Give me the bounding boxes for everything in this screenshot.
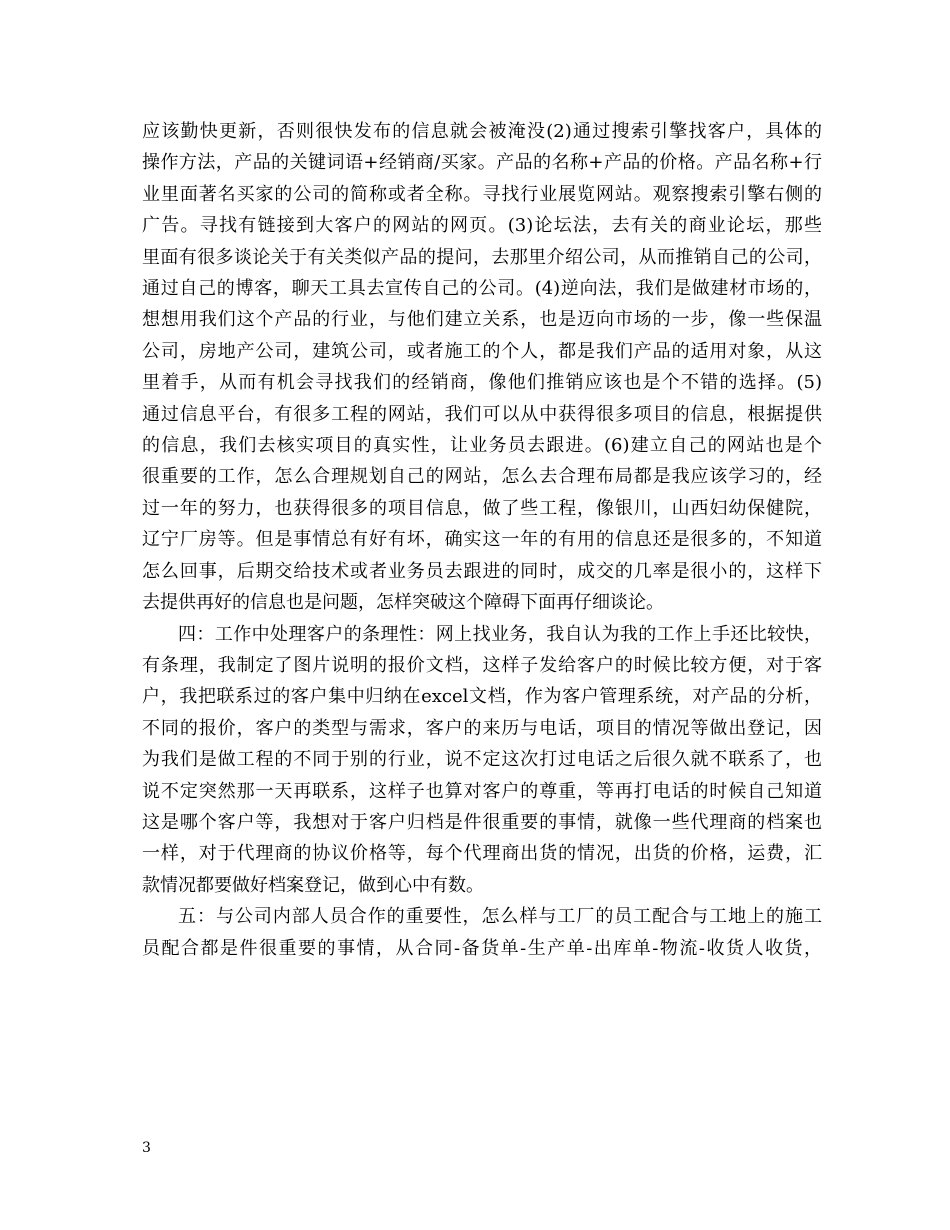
text-line: 很重要的工作，怎么合理规划自己的网站，怎么去合理布局都是我应该学习的，经 <box>142 466 822 488</box>
text-line: 的信息，我们去核实项目的真实性，让业务员去跟进。(6)建立自己的网站也是个 <box>142 435 822 457</box>
text-line: 不同的报价，客户的类型与需求，客户的来历与电话，项目的情况等做出登记，因 <box>142 717 822 739</box>
text-line: 辽宁厂房等。但是事情总有好有坏，确实这一年的有用的信息还是很多的，不知道 <box>142 529 822 551</box>
text-line: 去提供再好的信息也是问题，怎样突破这个障碍下面再仔细谈论。 <box>142 592 664 614</box>
text-line: 通过信息平台，有很多工程的网站，我们可以从中获得很多项目的信息，根据提供 <box>142 403 822 425</box>
paragraph-methods <box>142 116 822 619</box>
text-line: 这是哪个客户等，我想对于客户归档是件很重要的事情，就像一些代理商的档案也 <box>142 811 822 833</box>
text-line: 广告。寻找有链接到大客户的网站的网页。(3)论坛法，去有关的商业论坛，那些 <box>142 215 822 237</box>
text-line: 想想用我们这个产品的行业，与他们建立关系，也是迈向市场的一步，像一些保温 <box>142 309 822 331</box>
text-line: 业里面著名买家的公司的简称或者全称。寻找行业展览网站。观察搜索引擎右侧的 <box>142 183 822 205</box>
text-line: 里着手，从而有机会寻找我们的经销商，像他们推销应该也是个不错的选择。(5) <box>142 372 822 394</box>
text-line: 员配合都是件很重要的事情，从合同-备货单-生产单-出库单-物流-收货人收货， <box>142 937 822 959</box>
paragraph-section-four <box>142 619 822 902</box>
text-line: 里面有很多谈论关于有关类似产品的提问，去那里介绍公司，从而推销自己的公司， <box>142 246 822 268</box>
text-line: 款情况都要做好档案登记，做到心中有数。 <box>142 874 484 896</box>
text-line: 为我们是做工程的不同于别的行业，说不定这次打过电话之后很久就不联系了，也 <box>142 749 822 771</box>
body-text <box>142 116 822 964</box>
text-line: 应该勤快更新，否则很快发布的信息就会被淹没(2)通过搜索引擎找客户，具体的 <box>142 121 822 142</box>
text-line: 操作方法，产品的关键词语+经销商/买家。产品的名称+产品的价格。产品名称+行 <box>142 152 822 174</box>
text-line: 四：工作中处理客户的条理性：网上找业务，我自认为我的工作上手还比较快， <box>178 623 822 645</box>
paragraph-section-five <box>142 901 822 964</box>
text-line: 说不定突然那一天再联系，这样子也算对客户的尊重，等再打电话的时候自己知道 <box>142 780 822 802</box>
text-line: 过一年的努力，也获得很多的项目信息，做了些工程，像银川，山西妇幼保健院， <box>142 497 822 519</box>
text-line: 怎么回事，后期交给技术或者业务员去跟进的同时，成交的几率是很小的，这样下 <box>142 560 822 582</box>
text-line: 五：与公司内部人员合作的重要性，怎么样与工厂的员工配合与工地上的施工 <box>178 906 822 928</box>
text-line: 公司，房地产公司，建筑公司，或者施工的个人，都是我们产品的适用对象，从这 <box>142 340 822 362</box>
page-number: 3 <box>142 1140 151 1156</box>
text-line: 户，我把联系过的客户集中归纳在excel文档，作为客户管理系统，对产品的分析， <box>142 686 822 708</box>
text-line: 通过自己的博客，聊天工具去宣传自己的公司。(4)逆向法，我们是做建材市场的， <box>142 278 822 300</box>
text-line: 一样，对于代理商的协议价格等，每个代理商出货的情况，出货的价格，运费，汇 <box>142 843 822 865</box>
text-line: 有条理，我制定了图片说明的报价文档，这样子发给客户的时候比较方便，对于客 <box>142 654 822 676</box>
